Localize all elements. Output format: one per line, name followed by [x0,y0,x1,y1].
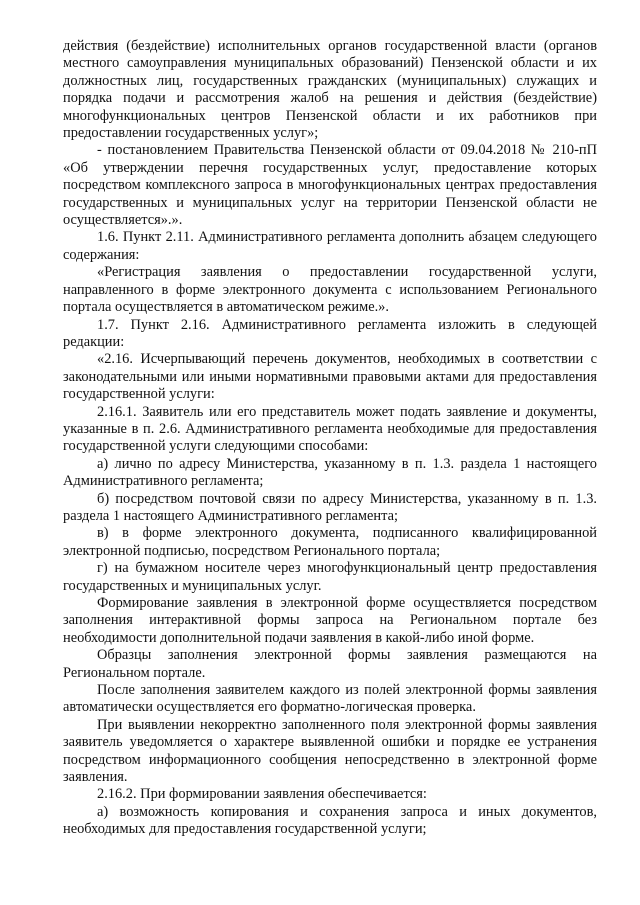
paragraph-item-1-6: 1.6. Пункт 2.11. Административного регламента дополнить абзацем следующего содержания: [63,229,597,263]
paragraph-2-16: «2.16. Исчерпывающий перечень документов, необходимых в соответствии с законодательными или иными нормативными правовыми актами для предоставления государственной услуги: [63,351,597,403]
paragraph-option-v: в) в форме электронного документа, подписанного квалифицированной электронной подписью, посредством Регионального портала; [63,525,597,559]
paragraph-electronic-form: Формирование заявления в электронной форме осуществляется посредством заполнения интерактивной формы запроса на Региональном портале без необходимости дополнительной подачи заявления в какой-либо иной форме. [63,595,597,646]
paragraph-registration-quote: «Регистрация заявления о предоставлении государственной услуги, направленного в форме электронного документа с использованием Регионального портала осуществляется в автоматическом режиме.». [63,264,597,316]
paragraph-item-1-7: 1.7. Пункт 2.16. Административного регламента изложить в следующей редакции: [63,316,597,350]
paragraph-2-16-1: 2.16.1. Заявитель или его представитель может подать заявление и документы, указанные в п. 2.6. Административного регламента необходимые для предоставления государственной услуги следующими способами: [63,403,597,455]
document-page [63,38,597,839]
paragraph-format-check: После заполнения заявителем каждого из полей электронной формы заявления автоматически осуществляется его форматно-логическая проверка. [63,682,597,716]
paragraph-copy-save: а) возможность копирования и сохранения запроса и иных документов, необходимых для предоставления государственной услуги; [63,803,597,838]
paragraph-option-b: б) посредством почтовой связи по адресу Министерства, указанному в п. 1.3. раздела 1 настоящего Административного регламента; [63,490,597,524]
paragraph-option-a: а) лично по адресу Министерства, указанному в п. 1.3. раздела 1 настоящего Административного регламента; [63,455,597,490]
paragraph-option-g: г) на бумажном носителе через многофункциональный центр предоставления государственных и муниципальных услуг. [63,560,597,594]
paragraph-decree-pp-210: - постановлением Правительства Пензенской области от 09.04.2018 № 210-пП «Об утверждении перечня государственных услуг, предоставление которых посредством комплексного запроса в многофункциональных центрах предоставления государственных и муниципальных услуг на территории Пензенской области не осуществляется».». [63,142,597,229]
paragraph-samples: Образцы заполнения электронной формы заявления размещаются на Региональном портале. [63,647,597,681]
paragraph-error-notice: При выявлении некорректно заполненного поля электронной формы заявления заявитель уведомляется о характере выявленной ошибки и порядке ее устранения посредством информационного сообщения непосредственно в электронной форме заявления. [63,716,597,786]
paragraph-continuation: действия (бездействие) исполнительных органов государственной власти (органов местного самоуправления муниципальных образований) Пензенской области и их должностных лиц, государственных гражданских (муниципальных) служащих и порядка подачи и рассмотрения жалоб на решения и действия (бездействие) многофункциональных центров Пензенской области и их работников при предоставлении государственных услуг»; [63,38,597,142]
paragraph-2-16-2: 2.16.2. При формировании заявления обеспечивается: [97,786,427,803]
